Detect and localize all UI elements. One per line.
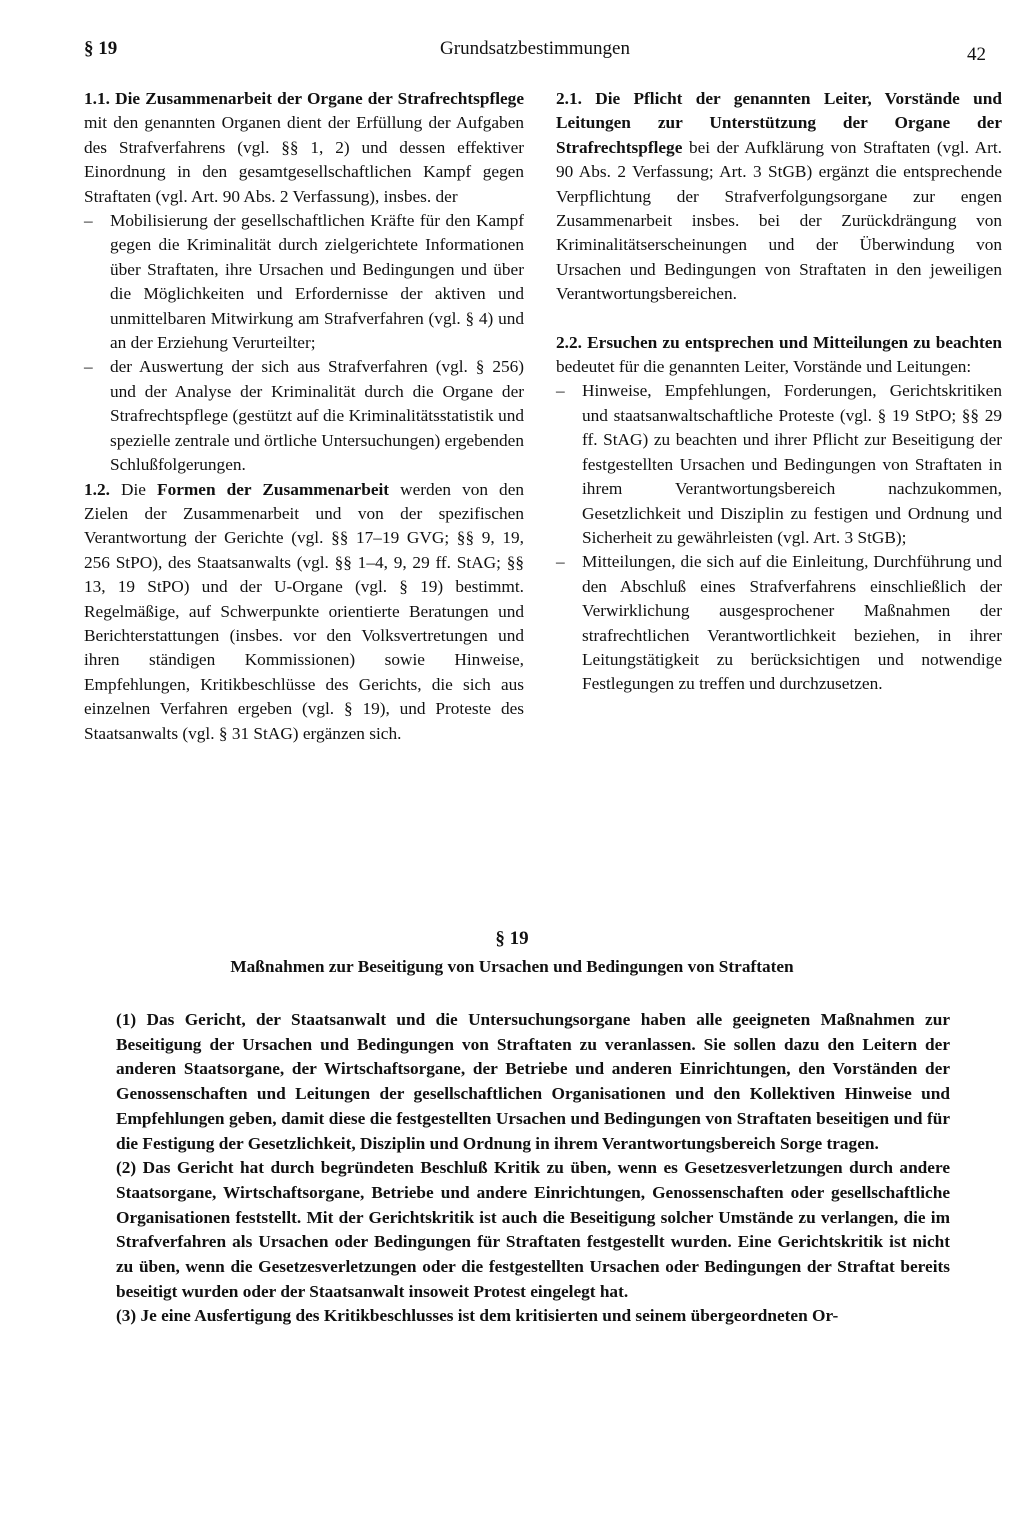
section-title: Maßnahmen zur Beseitigung von Ursachen und Bedingungen von Straftaten <box>230 957 794 976</box>
header-title: Grundsatzbestimmungen <box>440 38 630 59</box>
paragraph-heading: Formen der Zusammenarbeit <box>157 479 390 499</box>
law-text <box>116 1008 950 1329</box>
list-item: – der Auswertung der sich aus Strafverfahren (vgl. § 256) und der Analyse der Kriminalität durch die Organe der Strafrechtspflege (gestützt auf die Kriminalitätsstatistik und spezielle zentrale und örtliche Untersuchungen) ergebenden Schlußfolgerungen. <box>84 357 524 475</box>
paragraph-heading: Ersuchen zu entsprechen und Mitteilungen zu beachten <box>587 332 1003 352</box>
list-item: – Mobilisierung der gesellschaftlichen Kräfte für den Kampf gegen die Kriminalität durch zielgerichtete Informationen über Straftaten, ihre Ursachen und Bedingungen und über die Möglichkeiten und Erfordernisse der aktiven und unmittelbaren Mitwirkung am Strafverfahren (vgl. § 4) und an der Erziehung Verurteilter; <box>84 211 524 353</box>
bullet-list <box>84 209 524 477</box>
paragraph-heading: Die Zusammenarbeit der Organe der Strafrechtspflege <box>115 89 524 108</box>
paragraph-number: 2.1. <box>556 89 582 108</box>
law-paragraph-1: (1) Das Gericht, der Staatsanwalt und die Untersuchungsorgane haben alle geeigneten Maßnahmen zur Beseitigung der Ursachen und Bedingungen von Straftaten zu veranlassen. Sie sollen dazu den Leitern der anderen Staatsorgane, der Wirtschaftsorgane, der Betriebe und anderen Einrichtungen, den Vorständen der Genossenschaften und Leitungen der gesellschaftlichen Organisationen und den Kollektiven Hinweise und Empfehlungen geben, damit diese die festgestellten Ursachen und Bedingungen von Straftaten beseitigen und für die Festigung der Gesetzlichkeit, Disziplin und Ordnung in ihrem Verantwortungsbereich Sorge tragen. <box>116 1010 950 1153</box>
paragraph-text: bei der Aufklärung von Straftaten (vgl. Art. 90 Abs. 2 Verfassung; Art. 3 StGB) ergänzt die entsprechende Verpflichtung der Strafverfolgungsorgane zur engen Zusammenarbeit insbes. bei der Zurückdrängung von Kriminalitätserscheinungen und der Überwindung von Ursachen und Bedingungen von Straftaten in den jeweiligen Verantwortungsbereichen. <box>556 137 1003 304</box>
list-item: – Hinweise, Empfehlungen, Forderungen, Gerichtskritiken und staatsanwaltschaftliche Proteste (vgl. § 19 StPO; §§ 29 ff. StAG) zu beachten und ihrer Pflicht zur Beseitigung der festgestellten Ursachen und Bedingungen von Straftaten in ihrem Verantwortungsbereich nachzukommen, Gesetzlichkeit und Disziplin zu festigen und Ordnung und Sicherheit zu gewährleisten (vgl. Art. 3 StGB); <box>556 381 1002 547</box>
list-item: – Mitteilungen, die sich auf die Einleitung, Durchführung und den Abschluß eines Strafverfahrens einschließlich der Verwirklichung ausgesprochener Maßnahmen der strafrechtlichen Verantwortlichkeit beziehen, in ihrer Leitungstätigkeit zu berücksichtigen und notwendige Festlegungen zu treffen und durchzusetzen. <box>556 552 1002 694</box>
paragraph-number: 1.1. <box>84 89 110 108</box>
list-item-text: der Auswertung der sich aus Strafverfahren (vgl. § 256) und der Analyse der Kriminalität durch die Organe der Strafrechtspflege (gestützt auf die Kriminalitätsstatistik und spezielle zentrale und örtliche Untersuchungen) ergebenden Schlußfolgerungen. <box>110 357 524 475</box>
paragraph-number: 1.2. <box>84 479 110 499</box>
paragraph-number: 2.2. <box>556 332 582 352</box>
paragraph-2-2 <box>556 331 1002 380</box>
list-item-text: Mobilisierung der gesellschaftlichen Kräfte für den Kampf gegen die Kriminalität durch zielgerichtete Informationen über Straftaten, ihre Ursachen und Bedingungen und über die Möglichkeiten und Erfordernisse der aktiven und unmittelbaren Mitwirkung am Strafverfahren (vgl. § 4) und an der Erziehung Verurteilter; <box>110 211 524 353</box>
bullet-list <box>556 379 1002 696</box>
right-column <box>556 87 1002 697</box>
law-paragraph-2: (2) Das Gericht hat durch begründeten Beschluß Kritik zu üben, wenn es Gesetzesverletzungen durch andere Staatsorgane, Wirtschaftsorgane, Betriebe und andere Einrichtungen, Genossenschaften oder gesellschaftliche Organisationen feststellt. Mit der Gerichtskritik ist auch die Beseitigung solcher Umstände zu verlangen, die im Strafverfahren als Ursachen oder Bedingungen für Straftaten festgestellt wurden. Eine Gerichtskritik ist nicht zu üben, wenn die Gesetzesverletzungen oder die festgestellten Ursachen oder Bedingungen der Straftat bereits beseitigt wurden oder der Staatsanwalt insoweit Protest eingelegt hat. <box>116 1158 950 1301</box>
left-column <box>84 87 524 746</box>
paragraph-heading: Die Pflicht der genannten Leiter, Vorstände und Leitungen zur Unterstützung der Organe der Strafrechtspflege <box>556 89 1002 157</box>
section-number: § 19 <box>495 928 529 949</box>
paragraph-text: mit den genannten Organen dient der Erfüllung der Aufgaben des Strafverfahrens (vgl. §§ 1, 2) und dessen effektiver Einordnung in den gesamtgesellschaftlichen Kampf gegen Straftaten (vgl. Art. 90 Abs. 2 Verfassung), insbes. der <box>84 113 524 206</box>
list-item-text: Hinweise, Empfehlungen, Forderungen, Gerichtskritiken und staatsanwaltschaftliche Proteste (vgl. § 19 StPO; §§ 29 ff. StAG) zu beachten und ihrer Pflicht zur Beseitigung der festgestellten Ursachen und Bedingungen von Straftaten in ihrem Verantwortungsbereich nachzukommen, Gesetzlichkeit und Disziplin zu festigen und Ordnung und Sicherheit zu gewährleisten (vgl. Art. 3 StGB); <box>582 381 1002 547</box>
paragraph-text: Die <box>121 479 146 499</box>
page-number: 42 <box>967 44 986 65</box>
running-header <box>84 38 986 74</box>
header-section: § 19 <box>84 38 118 59</box>
paragraph-text: werden von den Zielen der Zusammenarbeit und von der spezifischen Verantwortung der Gerichte (vgl. §§ 17–19 GVG; §§ 9, 19, 256 StPO), des Staatsanwalts (vgl. §§ 1–4, 9, 29 ff. StAG; §§ 13, 19 StPO) und der U-Organe (vgl. § 19) bestimmt. Regelmäßige, auf Schwerpunkte orientierte Beratungen und Berichterstattungen (insbes. vor den Volksvertretungen und ihren ständigen Kommissionen) sowie Hinweise, Empfehlungen, Kritikbeschlüsse des Gerichts, die sich aus einzelnen Verfahren ergeben (vgl. § 19), und Proteste des Staatsanwalts (vgl. § 31 StAG) ergänzen sich. <box>84 479 525 743</box>
list-item-text: Mitteilungen, die sich auf die Einleitung, Durchführung und den Abschluß eines Strafverfahrens einschließlich der Verwirklichung ausgesprochener Maßnahmen der strafrechtlichen Verantwortlichkeit beziehen, in ihrer Leitungstätigkeit zu berücksichtigen und notwendige Festlegungen zu treffen und durchzusetzen. <box>582 552 1002 694</box>
law-paragraph-3: (3) Je eine Ausfertigung des Kritikbeschlusses ist dem kritisierten und seinem übergeordneten Or- <box>116 1306 839 1326</box>
paragraph-2-1 <box>556 87 1002 307</box>
paragraph-text: bedeutet für die genannten Leiter, Vorstände und Leitungen: <box>556 357 972 377</box>
paragraph-1-2 <box>84 478 524 746</box>
paragraph-1-1 <box>84 87 524 209</box>
